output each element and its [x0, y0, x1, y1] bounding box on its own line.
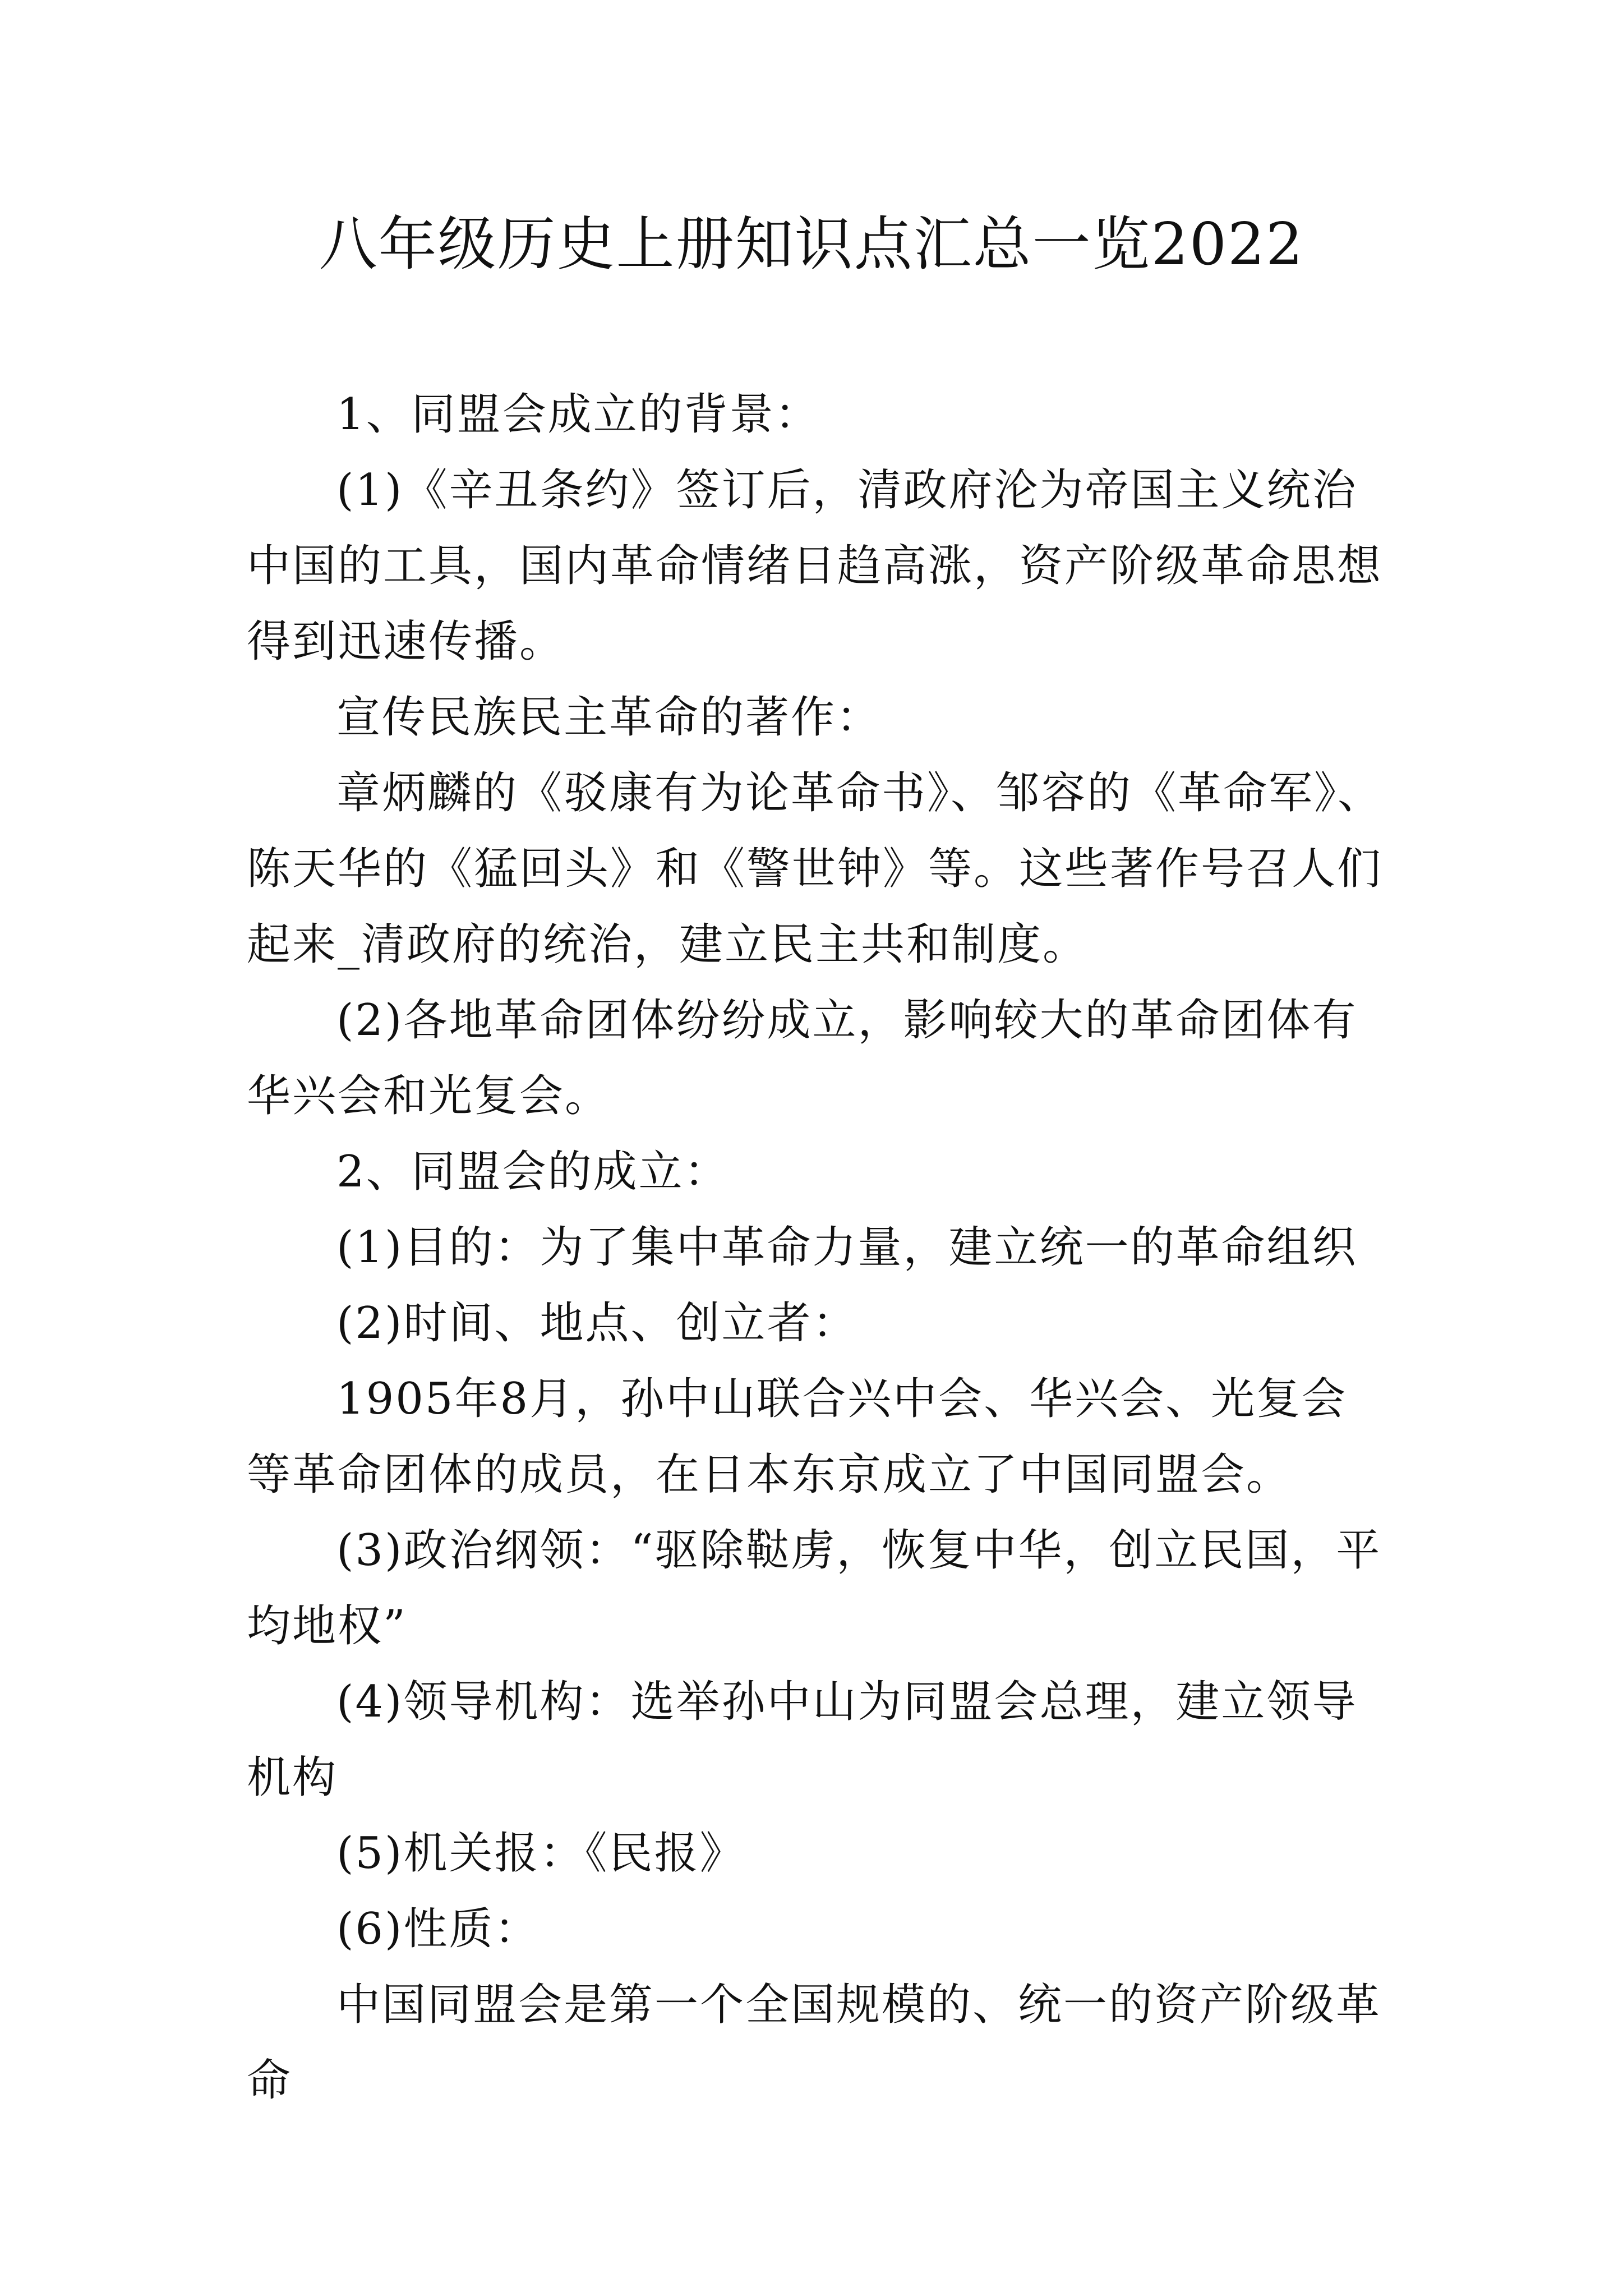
paragraph-time-place-heading: (2)时间、地点、创立者：	[336, 1298, 858, 1349]
paragraph-background-2: (2)各地革命团体纷纷成立，影响较大的革命团体有华兴会和光复会。	[247, 995, 1358, 1121]
paragraph-section-2-heading: 2、同盟会的成立：	[336, 1147, 730, 1197]
document-body	[247, 377, 1385, 2119]
paragraph-founding: 1905年8月，孙中山联合兴中会、华兴会、光复会等革命团体的成员，在日本东京成立了中国同盟会。	[247, 1374, 1348, 1500]
document-title: 八年级历史上册知识点汇总一览2022	[319, 210, 1304, 278]
paragraph-nature: 中国同盟会是第一个全国规模的、统一的资产阶级革命	[247, 1980, 1382, 2106]
paragraph-program: (3)政治纲领：“驱除鞑虏，恢复中华，创立民国，平均地权”	[247, 1525, 1382, 1651]
paragraph-purpose: (1)目的：为了集中革命力量，建立统一的革命组织	[336, 1222, 1358, 1273]
paragraph-newspaper: (5)机关报：《民报》	[336, 1828, 745, 1879]
paragraph-works-list: 章炳麟的《驳康有为论革命书》、邹容的《革命军》、陈天华的《猛回头》和《警世钟》等。这些著作号召人们起来_清政府的统治，建立民主共和制度。	[247, 768, 1384, 970]
paragraph-background-1: (1)《辛丑条约》签订后，清政府沦为帝国主义统治中国的工具，国内革命情绪日趋高涨，资产阶级革命思想得到迅速传播。	[247, 465, 1383, 667]
paragraph-nature-heading: (6)性质：	[336, 1904, 540, 1954]
paragraph-works-heading: 宣传民族民主革命的著作：	[336, 692, 882, 743]
paragraph-leadership: (4)领导机构：选举孙中山为同盟会总理，建立领导机构	[247, 1677, 1358, 1803]
paragraph-section-1-heading: 1、同盟会成立的背景：	[336, 389, 820, 440]
